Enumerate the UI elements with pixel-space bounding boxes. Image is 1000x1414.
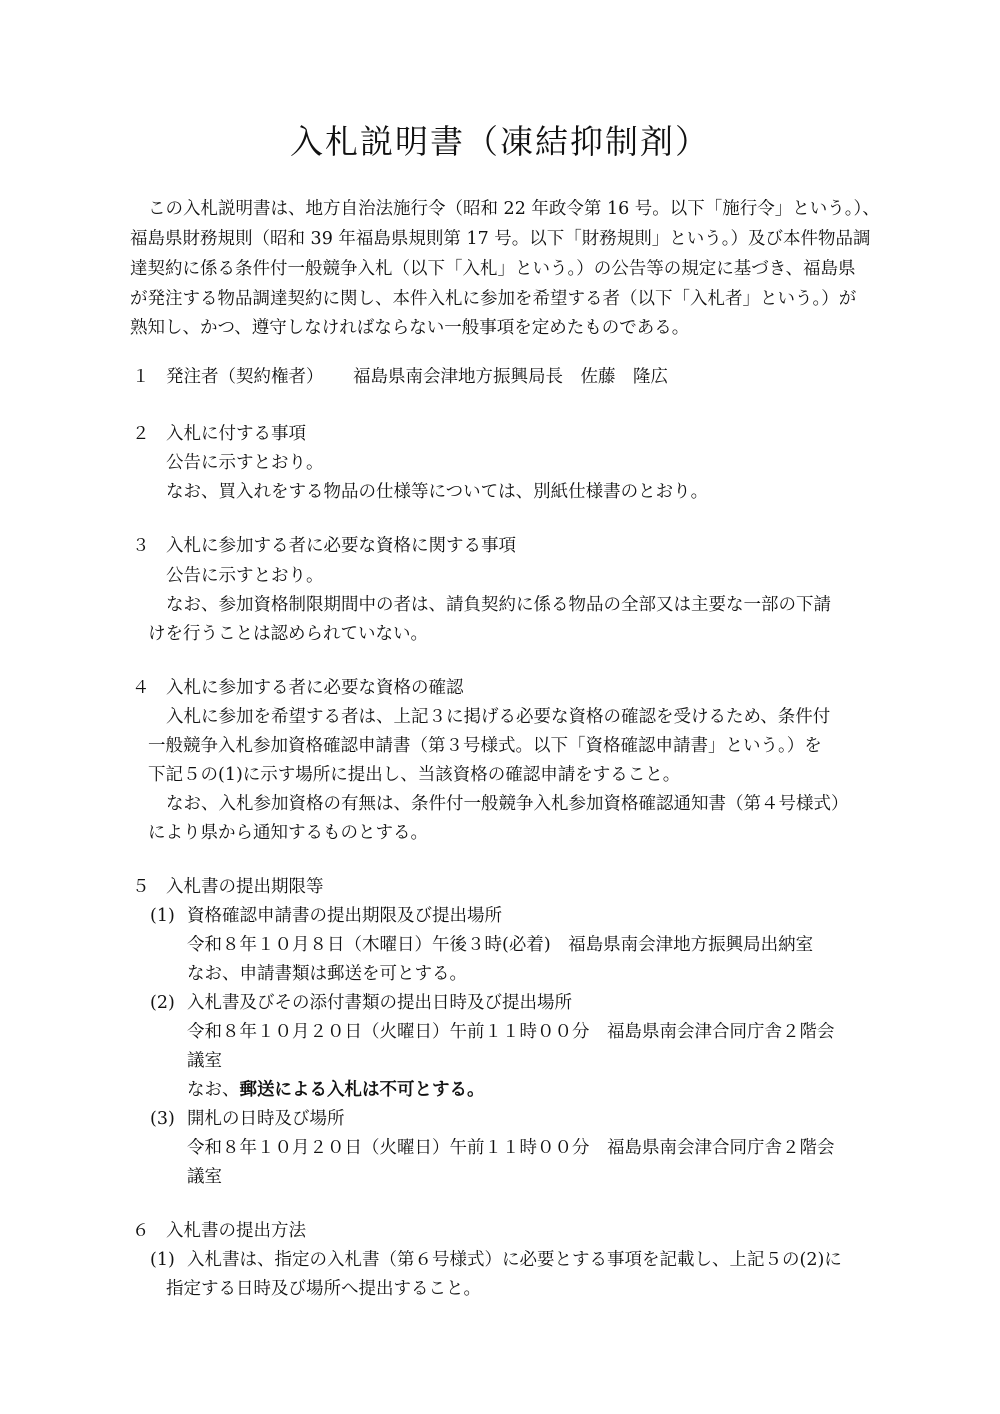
- section-5-item-3-line-1: 令和８年１０月２０日（火曜日）午前１１時００分 福島県南会津合同庁舎２階会: [187, 1138, 835, 1158]
- section-1-value: 福島県南会津地方振興局長 佐藤 隆広: [353, 367, 668, 387]
- section-5-item-2-note-bold: 郵送による入札は不可とする。: [239, 1080, 485, 1100]
- section-5-heading: 入札書の提出期限等: [166, 877, 324, 897]
- section-2-number: ２: [132, 424, 150, 444]
- section-2-line-1: 公告に示すとおり。: [166, 453, 324, 473]
- intro-line-1: この入札説明書は、地方自治法施行令（昭和 22 年政令第 16 号。以下「施行令」という。）、: [148, 199, 880, 219]
- section-5-item-3-heading: 開札の日時及び場所: [187, 1109, 345, 1129]
- section-6-heading: 入札書の提出方法: [166, 1221, 306, 1241]
- section-1-number: １: [132, 367, 150, 387]
- section-4-number: ４: [132, 678, 150, 698]
- section-4-para1-line-1: 入札に参加を希望する者は、上記３に掲げる必要な資格の確認を受けるため、条件付: [166, 707, 831, 727]
- section-3-heading: 入札に参加する者に必要な資格に関する事項: [166, 536, 516, 556]
- section-5-item-2-number: (2): [150, 993, 175, 1013]
- intro-line-2: 福島県財務規則（昭和 39 年福島県規則第 17 号。以下「財務規則」という。）及び本件物品調: [130, 229, 871, 249]
- section-5-item-1-line-1: 令和８年１０月８日（木曜日）午後３時(必着) 福島県南会津地方振興局出納室: [187, 935, 814, 955]
- section-2-line-2: なお、買入れをする物品の仕様等については、別紙仕様書のとおり。: [166, 482, 709, 502]
- intro-line-5: 熟知し、かつ、遵守しなければならない一般事項を定めたものである。: [130, 318, 690, 338]
- section-3-line-3: けを行うことは認められていない。: [148, 624, 428, 644]
- section-3-line-1: 公告に示すとおり。: [166, 566, 324, 586]
- section-5-number: ５: [132, 877, 150, 897]
- intro-line-4: が発注する物品調達契約に関し、本件入札に参加を希望する者（以下「入札者」という。）が: [130, 289, 857, 309]
- section-5-item-3-line-2: 議室: [187, 1167, 222, 1187]
- section-5-item-2-heading: 入札書及びその添付書類の提出日時及び提出場所: [187, 993, 572, 1013]
- section-5-item-1-number: (1): [150, 906, 175, 926]
- section-3-line-2: なお、参加資格制限期間中の者は、請負契約に係る物品の全部又は主要な一部の下請: [166, 595, 831, 615]
- intro-line-3: 達契約に係る条件付一般競争入札（以下「入札」という。）の公告等の規定に基づき、福島県: [130, 259, 856, 279]
- section-3-number: ３: [132, 536, 150, 556]
- section-6-item-1-number: (1): [150, 1250, 175, 1270]
- section-2-heading: 入札に付する事項: [166, 424, 306, 444]
- section-5-item-2-line-1: 令和８年１０月２０日（火曜日）午前１１時００分 福島県南会津合同庁舎２階会: [187, 1022, 835, 1042]
- section-4-heading: 入札に参加する者に必要な資格の確認: [166, 678, 464, 698]
- section-4-para2-line-2: により県から通知するものとする。: [148, 823, 428, 843]
- section-1-label: 発注者（契約権者）: [166, 367, 324, 387]
- section-4-para1-line-3: 下記５の(1)に示す場所に提出し、当該資格の確認申請をすること。: [148, 765, 681, 785]
- section-5-item-3-number: (3): [150, 1109, 175, 1129]
- section-5-item-1-heading: 資格確認申請書の提出期限及び提出場所: [187, 906, 502, 926]
- section-5-item-2-note: [187, 1077, 485, 1103]
- section-6-number: ６: [132, 1221, 150, 1241]
- section-4-para2-line-1: なお、入札参加資格の有無は、条件付一般競争入札参加資格確認通知書（第４号様式）: [166, 794, 849, 814]
- section-6-item-1-line-1: 入札書は、指定の入札書（第６号様式）に必要とする事項を記載し、上記５の(2)に: [187, 1250, 842, 1270]
- section-6-item-1-line-2: 指定する日時及び場所へ提出すること。: [166, 1279, 481, 1299]
- document-title: 入札説明書（凍結抑制剤）: [290, 122, 710, 161]
- section-5-item-2-note-prefix: なお、: [187, 1080, 240, 1100]
- section-5-item-2-line-2: 議室: [187, 1051, 222, 1071]
- section-4-para1-line-2: 一般競争入札参加資格確認申請書（第３号様式。以下「資格確認申請書」という。）を: [148, 736, 822, 756]
- section-5-item-1-line-2: なお、申請書類は郵送を可とする。: [187, 964, 467, 984]
